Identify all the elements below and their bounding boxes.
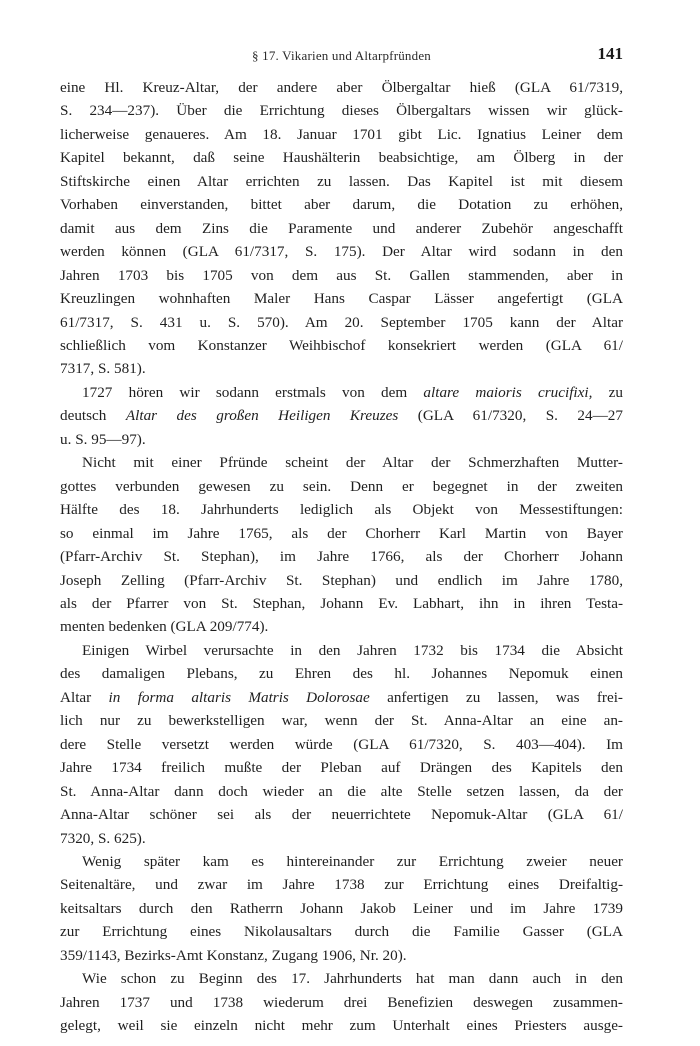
german-translation: Altar des großen Heiligen Kreuzes: [125, 407, 399, 425]
text-line: [60, 381, 623, 404]
text-run: St. Anna-Altar dann doch wieder an die alte Stelle setzen lassen, da der: [60, 782, 623, 800]
text-line: [60, 780, 623, 803]
text-line: (Pfarr-Archiv St. Stephan), im Jahre 1766, als der Chorherr Johann: [60, 548, 623, 566]
text-line: Jahren 1703 bis 1705 von dem aus St. Gallen stammenden, aber in: [60, 266, 623, 284]
text-line: damit aus dem Zins die Paramente und anderer Zubehör angeschafft: [60, 219, 623, 237]
paragraph-3: [60, 451, 623, 639]
text-line: werden können (GLA 61/7317, S. 175). Der Altar wird sodann in den: [60, 243, 623, 261]
text-line: [60, 733, 623, 756]
body-text: [60, 76, 623, 1038]
text-line: Seitenaltäre, und zwar im Jahre 1738 zur Errichtung eines Dreifaltig-: [60, 876, 623, 894]
paragraph-2: [60, 381, 623, 451]
text-line: gottes verbunden gewesen zu sein. Denn er begegnet in der zweiten: [60, 477, 623, 495]
text-line: Jahren 1737 und 1738 wiederum drei Benefizien deswegen zusammen-: [60, 993, 623, 1011]
paragraph-5: [60, 850, 623, 967]
text-run: 7320, S. 625).: [60, 829, 146, 847]
text-line: gelegt, weil sie einzeln nicht mehr zum Unterhalt eines Priesters ausge-: [60, 1017, 623, 1035]
text-line: [60, 686, 623, 709]
text-run: deutsch: [60, 407, 126, 425]
text-line: [60, 827, 623, 850]
text-run: 1727 hören wir sodann erstmals von dem: [82, 383, 424, 401]
text-line: [60, 803, 623, 826]
text-line: 359/1143, Bezirks-Amt Konstanz, Zugang 1906, Nr. 20).: [60, 946, 407, 964]
text-run: Altar: [60, 688, 109, 706]
text-line: Stiftskirche einen Altar errichten zu lassen. Das Kapitel ist mit diesem: [60, 172, 623, 190]
text-line: Wie schon zu Beginn des 17. Jahrhunderts hat man dann auch in den: [82, 970, 623, 988]
running-title: § 17. Vikarien und Altarpfründen: [251, 48, 432, 63]
text-line: [60, 709, 623, 732]
text-line: Vorhaben einverstanden, bittet aber darum, die Dotation zu erhöhen,: [60, 196, 623, 214]
text-line: [60, 662, 623, 685]
latin-phrase: in forma altaris Matris Dolorosae: [108, 688, 370, 706]
text-line: keitsaltars durch den Ratherrn Johann Jakob Leiner und im Jahre 1739: [60, 899, 623, 917]
text-line: so einmal im Jahre 1765, als der Chorherr Karl Martin von Bayer: [60, 524, 623, 542]
text-line: menten bedenken (GLA 209/774).: [60, 618, 269, 636]
text-line: licherweise genaueres. Am 18. Januar 1701 gibt Lic. Ignatius Leiner dem: [60, 125, 623, 143]
text-run: dere Stelle versetzt werden würde (GLA 61/7320, S. 403—404). Im: [60, 735, 623, 753]
text-line: [60, 639, 623, 662]
text-run: des damaligen Plebans, zu Ehren des hl. Johannes Nepomuk einen: [60, 665, 623, 683]
text-line: als der Pfarrer von St. Stephan, Johann Ev. Labhart, ihn in ihren Testa-: [60, 594, 623, 612]
text-line: schließlich vom Konstanzer Weihbischof konsekriert werden (GLA 61/: [60, 336, 623, 354]
text-line: [60, 428, 623, 451]
text-line: S. 234—237). Über die Errichtung dieses Ölbergaltars wissen wir glück-: [60, 102, 623, 120]
text-run: (GLA 61/7320, S. 24—27: [398, 407, 623, 425]
text-run: Jahre 1734 freilich mußte der Pleban auf Drängen des Kapitels den: [60, 759, 623, 777]
text-line: Hälfte des 18. Jahrhunderts lediglich als Objekt von Messestiftungen:: [60, 501, 623, 519]
paragraph-6: [60, 967, 623, 1037]
text-line: Nicht mit einer Pfründe scheint der Altar der Schmerzhaften Mutter-: [82, 454, 623, 472]
text-line: eine Hl. Kreuz-Altar, der andere aber Ölbergaltar hieß (GLA 61/7319,: [60, 79, 623, 96]
paragraph-4: [60, 639, 623, 850]
text-run: Anna-Altar schöner sei als der neuerrichtete Nepomuk-Altar (GLA 61/: [60, 806, 623, 824]
text-run: Einigen Wirbel verursachte in den Jahren 1732 bis 1734 die Absicht: [82, 641, 623, 659]
page-number: 141: [597, 44, 623, 63]
text-run: lich nur zu bewerkstelligen war, wenn der St. Anna-Altar an eine an-: [60, 712, 623, 730]
text-line: Kapitel bekannt, daß seine Haushälterin beabsichtige, am Ölberg in der: [60, 149, 623, 167]
text-line: Joseph Zelling (Pfarr-Archiv St. Stephan) und endlich im Jahre 1780,: [60, 571, 623, 589]
text-line: [60, 756, 623, 779]
text-line: 7317, S. 581).: [60, 360, 146, 378]
latin-phrase: altare maioris crucifixi,: [423, 383, 593, 401]
running-head: [60, 44, 623, 70]
text-run: anfertigen zu lassen, was frei-: [369, 688, 623, 706]
text-run: zu: [592, 383, 623, 401]
text-line: [60, 404, 623, 427]
paragraph-1: [60, 76, 623, 381]
text-run: u. S. 95—97).: [60, 430, 146, 448]
text-line: zur Errichtung eines Nikolausaltars durch die Familie Gasser (GLA: [60, 923, 623, 941]
text-line: Kreuzlingen wohnhaften Maler Hans Caspar Lässer angefertigt (GLA: [60, 290, 623, 308]
text-line: Wenig später kam es hintereinander zur Errichtung zweier neuer: [82, 852, 623, 870]
text-line: 61/7317, S. 431 u. S. 570). Am 20. September 1705 kann der Altar: [60, 313, 623, 331]
